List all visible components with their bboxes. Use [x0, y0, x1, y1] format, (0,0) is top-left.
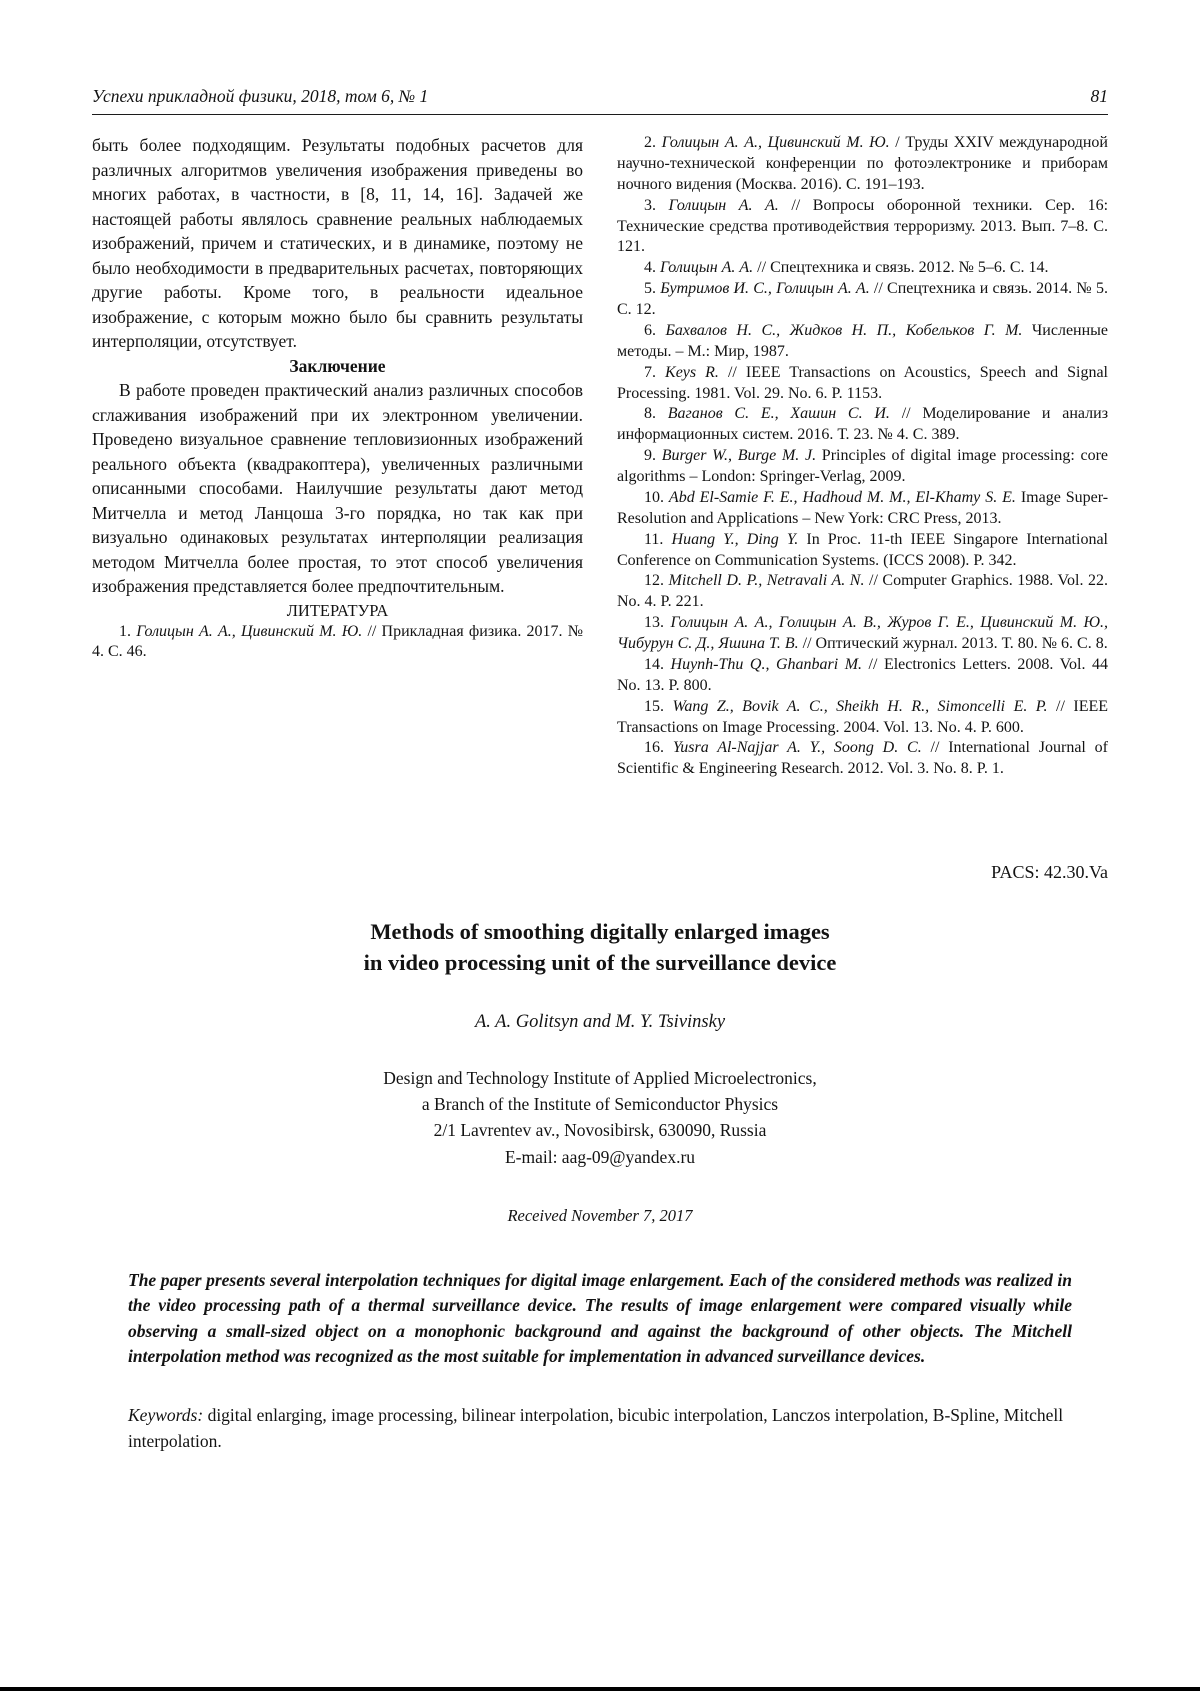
reference-text: // Прикладная физика. 2017. № 4. С. 46.: [92, 622, 583, 661]
reference-item: [617, 404, 1108, 446]
reference-number: 8.: [644, 405, 656, 423]
body-paragraph: быть более подходящим. Результаты подобных расчетов для различных алгоритмов увеличения изображения приведены во многих работах, в частности, в [8, 11, 14, 16]. Задачей же настоящей работы являлось сравнение реальных наблюдаемых изображений, причем и статических, и в динамике, поэтому не было необходимости в предварительных расчетах, повторяющих другие работы. Кроме того, в реальности идеальное изображение, с которым можно было бы сравнить результаты интерполяции, отсутствует.: [92, 135, 583, 351]
abstract-paragraph: The paper presents several interpolation techniques for digital image enlargement. Each of the considered methods was realized in the video processing path of a thermal surveillance device. The results of image enlargement were compared visually while observing a small-sized object on a monophonic background and against the background of other objects. The Mitchell interpolation method was recognized as the most suitable for implementation in advanced surveillance devices.: [128, 1269, 1072, 1366]
two-column-body: [92, 133, 1108, 780]
reference-text: // Спецтехника и связь. 2014. № 5. С. 12.: [617, 280, 1109, 318]
reference-authors: Бутримов И. С., Голицын А. А.: [660, 280, 870, 298]
reference-item: [617, 697, 1108, 739]
reference-text: Image Super-Resolution and Applications – New York: CRC Press, 2013.: [617, 488, 1109, 527]
keywords-label: Keywords:: [128, 1405, 204, 1426]
reference-authors: Голицын А. А., Голицын А. В., Журов Г. Е., Цивинский М. Ю., Чибурун С. Д., Яшина Т. В.: [617, 614, 1109, 652]
reference-authors: Keys R.: [665, 363, 719, 381]
reference-text: // IEEE Transactions on Acoustics, Speech and Signal Processing. 1981. Vol. 29. No. 6. P. 1153.: [617, 363, 1109, 402]
reference-number: 13.: [644, 614, 664, 632]
reference-number: 3.: [644, 196, 656, 214]
reference-authors: Wang Z., Bovik A. C., Sheikh H. R., Simoncelli E. P.: [672, 697, 1048, 715]
reference-authors: Yusra Al-Najjar A. Y., Soong D. C.: [672, 739, 922, 757]
reference-item: [617, 530, 1108, 572]
reference-text: // Спецтехника и связь. 2012. № 5–6. С. 14.: [757, 259, 1049, 277]
reference-text: // Моделирование и анализ информационных систем. 2016. Т. 23. № 4. С. 389.: [617, 405, 1109, 444]
reference-number: 5.: [644, 280, 656, 298]
reference-text: // International Journal of Scientific & Engineering Research. 2012. Vol. 3. No. 8. P. 1.: [617, 739, 1109, 778]
conclusion-heading: Заключение: [289, 355, 386, 376]
reference-number: 9.: [644, 447, 656, 465]
reference-authors: Burger W., Burge M. J.: [661, 447, 817, 465]
reference-authors: Huynh-Thu Q., Ghanbari M.: [670, 655, 863, 673]
pacs-code: PACS: 42.30.Va: [991, 862, 1108, 883]
reference-authors: Abd El-Samie F. E., Hadhoud M. M., El-Khamy S. E.: [668, 488, 1016, 506]
reference-authors: Mitchell D. P., Netravali A. N.: [668, 572, 865, 590]
literature-heading: ЛИТЕРАТУРА: [286, 600, 389, 620]
affiliation-line: Design and Technology Institute of Applied Microelectronics,: [383, 1067, 817, 1088]
reference-authors: Бахвалов Н. С., Жидков Н. П., Кобельков Г. М.: [665, 321, 1023, 339]
article-title: [92, 917, 1108, 978]
reference-text: // Вопросы оборонной техники. Сер. 16: Технические средства противодействия терроризму. 2013. Вып. 7–8. С. 121.: [617, 196, 1109, 256]
reference-text: // Electronics Letters. 2008. Vol. 44 No. 13. P. 800.: [617, 655, 1109, 694]
affiliation-email: E-mail: aag-09@yandex.ru: [504, 1146, 696, 1167]
reference-item: [617, 738, 1108, 780]
affiliation-line: a Branch of the Institute of Semiconductor Physics: [421, 1094, 779, 1115]
article-authors: A. A. Golitsyn and M. Y. Tsivinsky: [474, 1011, 726, 1032]
reference-number: 6.: [644, 321, 656, 339]
article-title-line1: Methods of smoothing digitally enlarged images: [370, 919, 830, 945]
received-date: Received November 7, 2017: [507, 1205, 693, 1225]
reference-item: [617, 196, 1108, 259]
journal-title: Успехи прикладной физики, 2018, том 6, № 1: [92, 86, 429, 106]
reference-item: [617, 613, 1108, 655]
reference-item: [617, 363, 1108, 405]
reference-item: [617, 321, 1108, 363]
reference-authors: Голицын А. А.: [660, 259, 754, 277]
reference-text: Principles of digital image processing: core algorithms – London: Springer-Verlag, 2009.: [617, 447, 1109, 485]
page-content: [92, 0, 1108, 1454]
article-title-line2: in video processing unit of the surveillance device: [363, 949, 837, 975]
reference-number: 14.: [644, 655, 664, 673]
left-column: [92, 133, 583, 780]
page-bottom-edge: [0, 1687, 1200, 1691]
keywords-paragraph: [128, 1403, 1072, 1454]
keywords-text: digital enlarging, image processing, bilinear interpolation, bicubic interpolation, Lanczos interpolation, B-Spline, Mitchell interpolation.: [128, 1405, 1064, 1451]
reference-text: Численные методы. – М.: Мир, 1987.: [617, 321, 1109, 360]
reference-number: 11.: [644, 530, 664, 548]
reference-item: [617, 488, 1108, 530]
reference-item: [617, 655, 1108, 697]
affiliation-block: [92, 1065, 1108, 1170]
reference-number: 10.: [644, 488, 664, 506]
reference-authors: Голицын А. А., Цивинский М. Ю.: [661, 134, 890, 151]
reference-item: [92, 622, 583, 664]
reference-text: // IEEE Transactions on Image Processing. 2004. Vol. 13. No. 4. P. 600.: [617, 697, 1109, 736]
reference-item: [617, 279, 1108, 321]
reference-authors: Голицын А. А.: [668, 196, 779, 214]
reference-number: 4.: [644, 259, 656, 277]
reference-number: 12.: [644, 572, 664, 590]
right-column: [617, 133, 1108, 780]
reference-item: [617, 258, 1108, 279]
reference-text: // Оптический журнал. 2013. Т. 80. № 6. С. 8.: [802, 635, 1108, 652]
reference-authors: Ваганов С. Е., Хашин С. И.: [667, 405, 890, 423]
reference-item: [617, 446, 1108, 488]
reference-text: // Computer Graphics. 1988. Vol. 22. No. 4. P. 221.: [617, 572, 1109, 611]
reference-text: / Труды XXIV международной научно-технической конференции по фотоэлектронике и приборам ночного видения (Москва. 2016). С. 191–193.: [617, 134, 1108, 193]
page-number: 81: [1090, 86, 1108, 106]
reference-authors: Huang Y., Ding Y.: [671, 530, 799, 548]
affiliation-line: 2/1 Lavrentev av., Novosibirsk, 630090, Russia: [433, 1120, 767, 1141]
reference-number: 7.: [644, 363, 656, 381]
reference-number: 16.: [644, 739, 664, 757]
reference-number: 1.: [119, 622, 131, 640]
conclusion-paragraph: В работе проведен практический анализ различных способов сглаживания изображений при их электронном увеличении. Проведено визуальное сравнение тепловизионных изображений реального объекта (квадракоптера), увеличенных различными описанными способами. Наилучшие результаты дают метод Митчелла и метод Ланцоша 3-го порядка, но так как при визуально одинаковых результатах интерполяции реализация методом Митчелла более простая, то этот способ увеличения изображения представляется более предпочтительным.: [92, 380, 583, 596]
reference-list-left: [92, 622, 583, 664]
running-head: [92, 0, 1108, 115]
reference-authors: Голицын А. А., Цивинский М. Ю.: [136, 622, 363, 640]
reference-item: [617, 133, 1108, 196]
reference-text: In Proc. 11-th IEEE Singapore International Conference on Communication Systems. (ICCS 2008). P. 342.: [617, 530, 1108, 569]
reference-number: 2.: [644, 134, 656, 151]
reference-number: 15.: [644, 697, 664, 715]
reference-item: [617, 571, 1108, 613]
